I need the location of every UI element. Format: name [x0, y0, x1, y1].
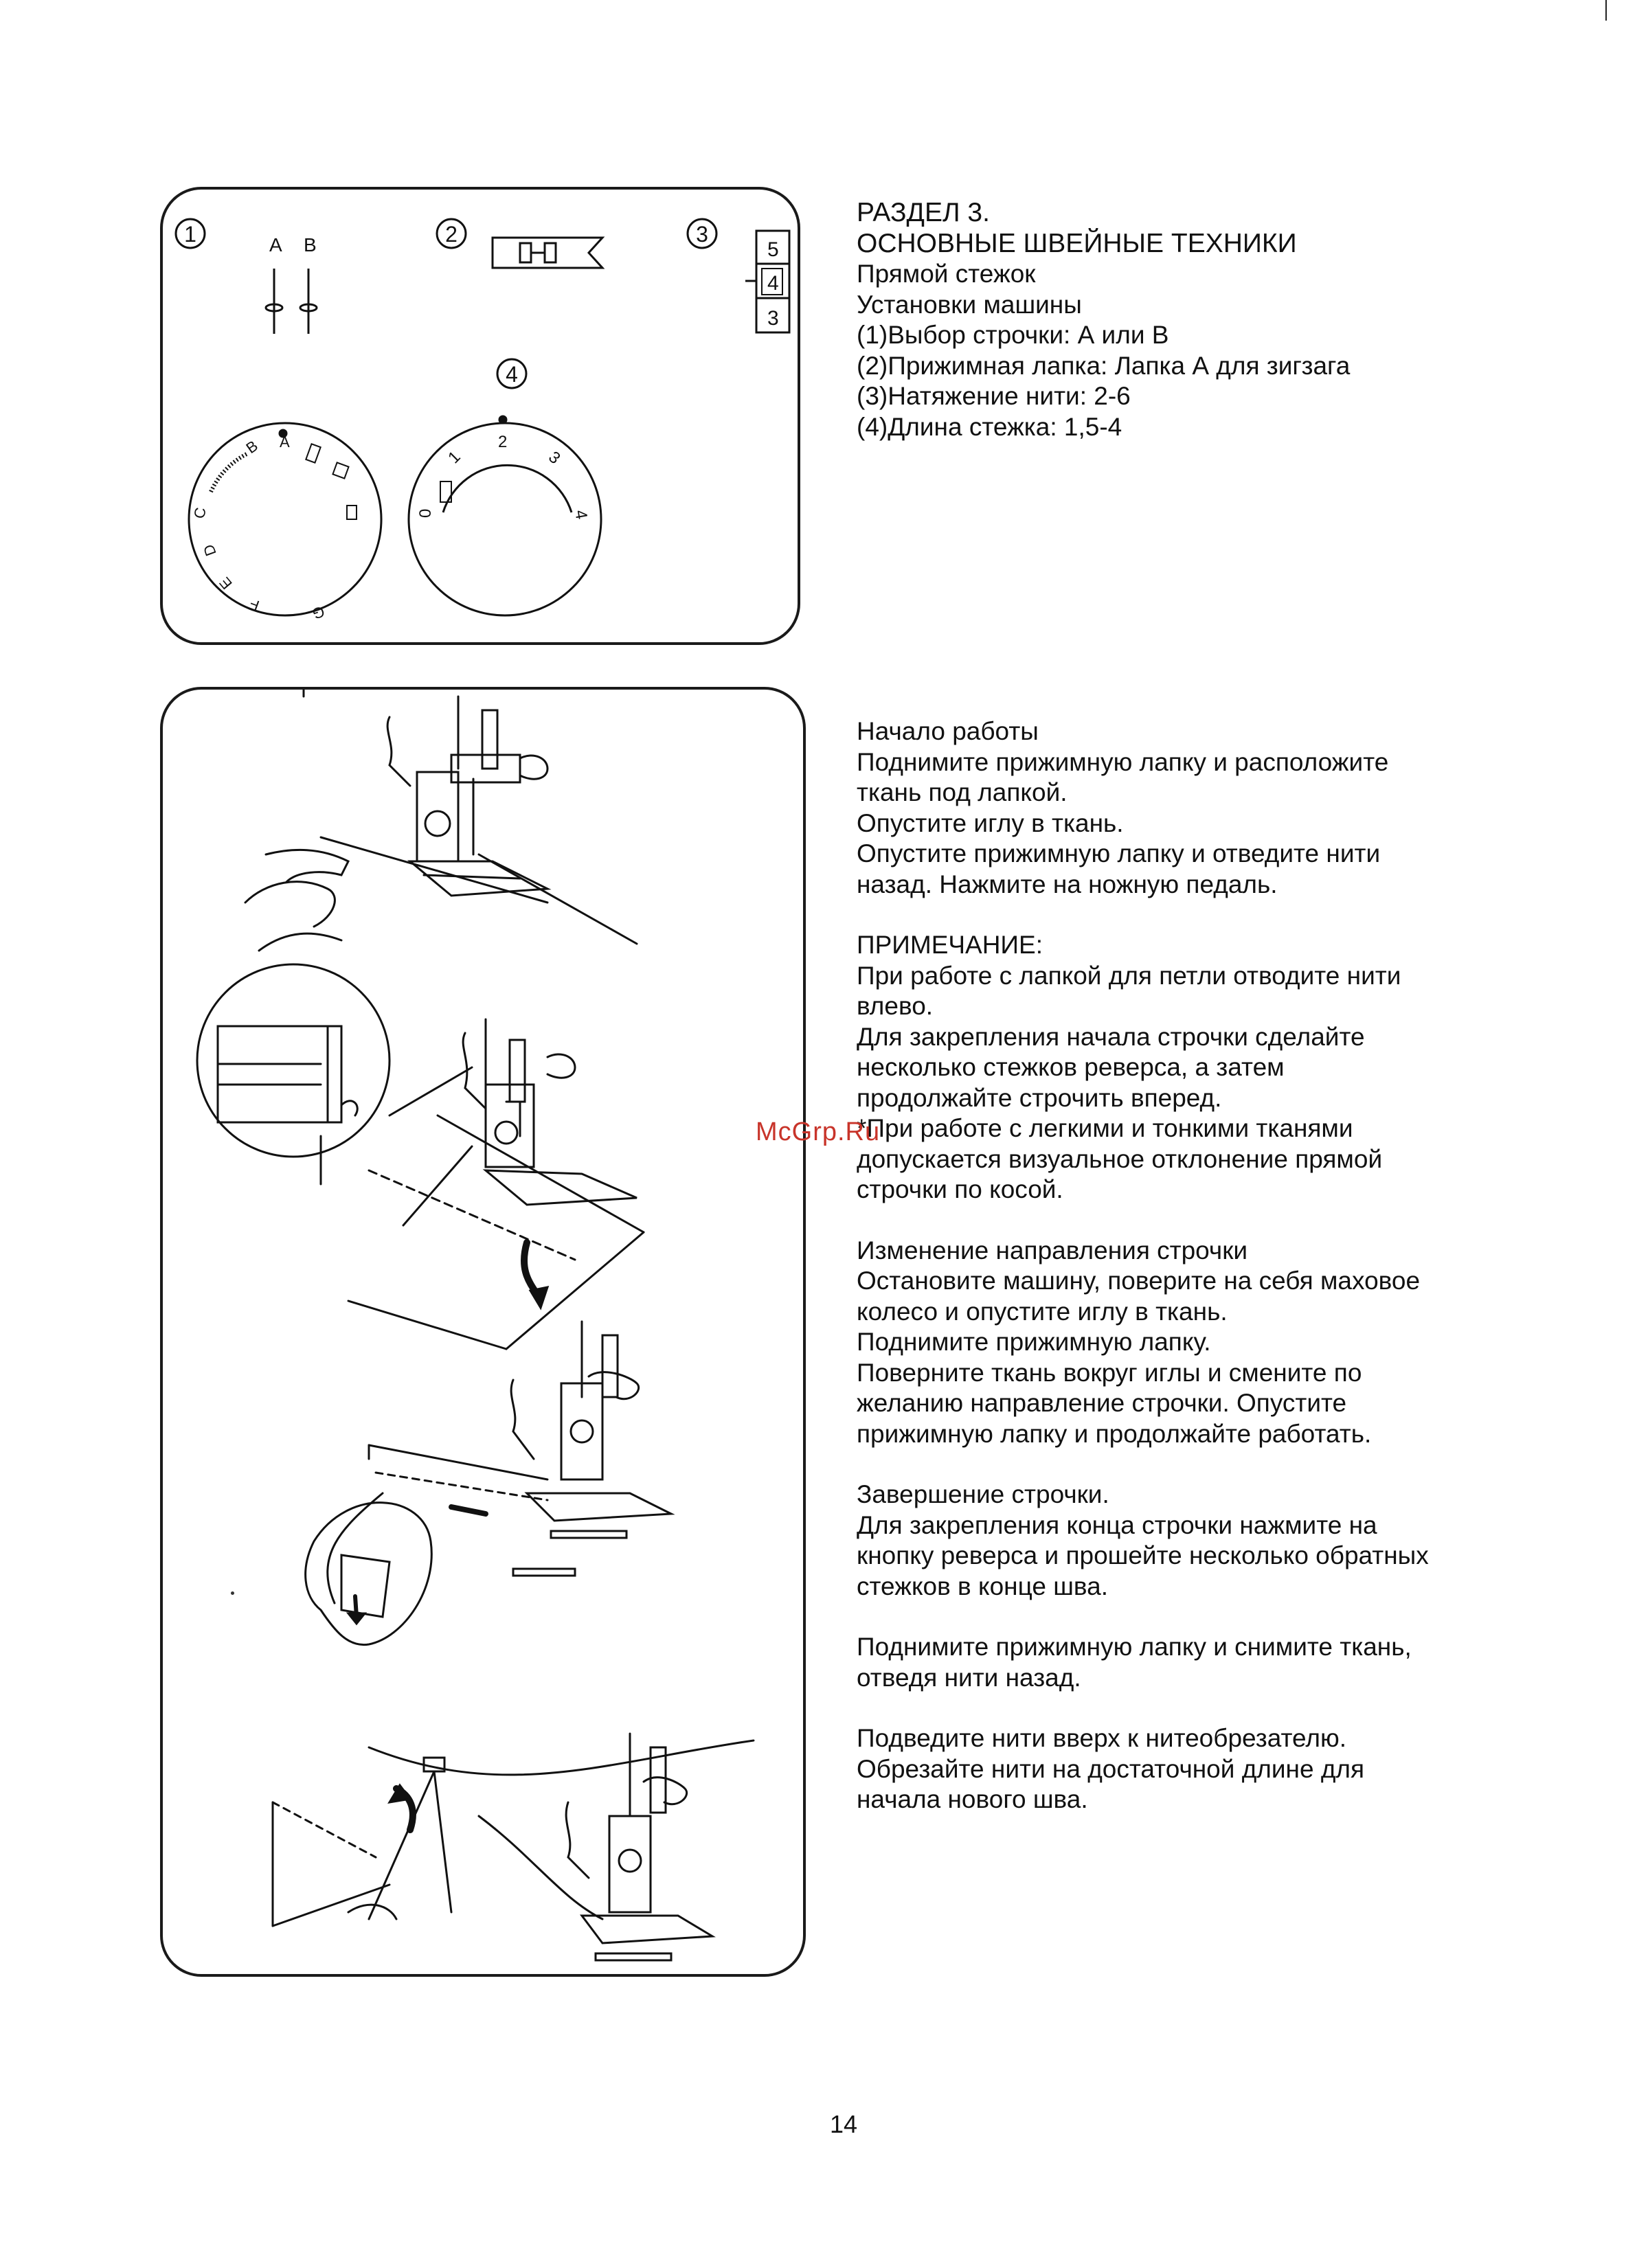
callout-3	[688, 219, 716, 248]
note-line: строчки по косой.	[857, 1175, 1063, 1203]
direction-line: Поверните ткань вокруг иглы и смените по	[857, 1358, 1362, 1387]
setting-item: (3)Натяжение нити: 2-6	[857, 382, 1131, 410]
dial-d-label: D	[199, 542, 220, 558]
setting-item: (1)Выбор строчки: А или В	[857, 321, 1169, 349]
note-line: несколько стежков реверса, а затем	[857, 1053, 1285, 1081]
length-2-label: 2	[498, 433, 508, 451]
section-label: РАЗДЕЛ 3.	[857, 198, 990, 227]
note-line: влево.	[857, 992, 934, 1020]
pattern-b-label: B	[304, 234, 317, 256]
pattern-a-stitch-icon	[266, 269, 282, 334]
stitch-name: Прямой стежок	[857, 260, 1036, 288]
dial-c-label: C	[190, 506, 210, 520]
finish-line: кнопку реверса и прошейте несколько обратных	[857, 1541, 1429, 1569]
start-line: ткань под лапкой.	[857, 778, 1068, 806]
settings-illustration-panel	[160, 187, 800, 645]
stitch-length-dial	[409, 416, 601, 615]
cut-line: начала нового шва.	[857, 1785, 1088, 1813]
dial-e-label: E	[216, 574, 236, 593]
direction-line: прижимную лапку и продолжайте работать.	[857, 1419, 1372, 1448]
finish-title: Завершение строчки.	[857, 1480, 1109, 1508]
zigzag-foot-icon	[493, 238, 602, 268]
stray-mark	[231, 1591, 234, 1595]
tension-3-label: 3	[767, 307, 779, 330]
tension-5-label: 5	[767, 238, 779, 261]
direction-title: Изменение направления строчки	[857, 1236, 1248, 1265]
watermark: McGrp.Ru	[756, 1118, 881, 1146]
note-line: Для закрепления начала строчки сделайте	[857, 1022, 1365, 1051]
length-4-label: 4	[571, 508, 591, 521]
remove-line: Поднимите прижимную лапку и снимите ткань,	[857, 1633, 1412, 1661]
instructions-text	[857, 716, 1544, 1815]
finish-line: стежков в конце шва.	[857, 1572, 1109, 1600]
section-heading: ОСНОВНЫЕ ШВЕЙНЫЕ ТЕХНИКИ	[857, 228, 1297, 258]
pattern-b-stitch-icon	[300, 269, 317, 334]
callout-3-label: 3	[696, 222, 708, 247]
figure-reverse-stitch	[306, 1322, 671, 1645]
callout-4	[497, 359, 526, 388]
length-1-label: 1	[444, 447, 464, 468]
direction-line: желанию направление строчки. Опустите	[857, 1389, 1347, 1417]
sewing-steps-illustration-panel	[160, 687, 806, 1977]
settings-text	[857, 198, 1544, 442]
note-title: ПРИМЕЧАНИЕ:	[857, 931, 1043, 959]
direction-line: колесо и опустите иглу в ткань.	[857, 1297, 1228, 1326]
length-0-label: 0	[416, 508, 435, 518]
figure-lower-needle	[197, 964, 644, 1349]
pattern-a-label: A	[269, 234, 282, 256]
settings-subheading: Установки машины	[857, 290, 1082, 319]
length-3-label: 3	[545, 447, 564, 468]
pattern-selector-dial	[189, 423, 381, 623]
note-line: При работе с лапкой для петли отводите нити	[857, 961, 1401, 990]
settings-diagram	[163, 190, 798, 642]
note-line: допускается визуальное отклонение прямой	[857, 1144, 1383, 1173]
sewing-steps-diagram	[163, 690, 803, 1974]
cut-line: Обрезайте нити на достаточной длине для	[857, 1754, 1365, 1783]
start-line: Поднимите прижимную лапку и расположите	[857, 747, 1389, 776]
start-line: Опустите иглу в ткань.	[857, 808, 1124, 837]
tension-scale-icon	[745, 231, 789, 332]
note-line: продолжайте строчить вперед.	[857, 1083, 1222, 1112]
dial-g-label: G	[310, 602, 327, 623]
tension-4-label: 4	[767, 272, 779, 295]
callout-2-label: 2	[445, 222, 458, 247]
dial-b-label: B	[242, 437, 261, 457]
setting-item: (2)Прижимная лапка: Лапка А для зигзага	[857, 351, 1351, 380]
callout-1-label: 1	[184, 222, 196, 247]
start-line: назад. Нажмите на ножную педаль.	[857, 870, 1278, 898]
cut-line: Подведите нити вверх к нитеобрезателю.	[857, 1724, 1347, 1752]
page-corner-mark	[1605, 0, 1607, 21]
setting-item: (4)Длина стежка: 1,5-4	[857, 412, 1122, 441]
figure-cut-threads	[273, 1734, 754, 1960]
dial-f-label: F	[247, 595, 262, 615]
figure-place-fabric	[245, 690, 637, 951]
callout-1	[176, 219, 205, 248]
remove-line: отведя нити назад.	[857, 1663, 1081, 1692]
dial-a-label: A	[280, 433, 290, 451]
callout-4-label: 4	[506, 362, 518, 387]
page-number: 14	[830, 2110, 858, 2138]
direction-line: Поднимите прижимную лапку.	[857, 1328, 1211, 1356]
note-line: *При работе с легкими и тонкими тканями	[857, 1114, 1353, 1142]
finish-line: Для закрепления конца строчки нажмите на	[857, 1510, 1377, 1539]
callout-2	[437, 219, 466, 248]
start-line: Опустите прижимную лапку и отведите нити	[857, 839, 1381, 867]
direction-line: Остановите машину, поверите на себя маховое	[857, 1267, 1421, 1295]
start-title: Начало работы	[857, 717, 1039, 745]
